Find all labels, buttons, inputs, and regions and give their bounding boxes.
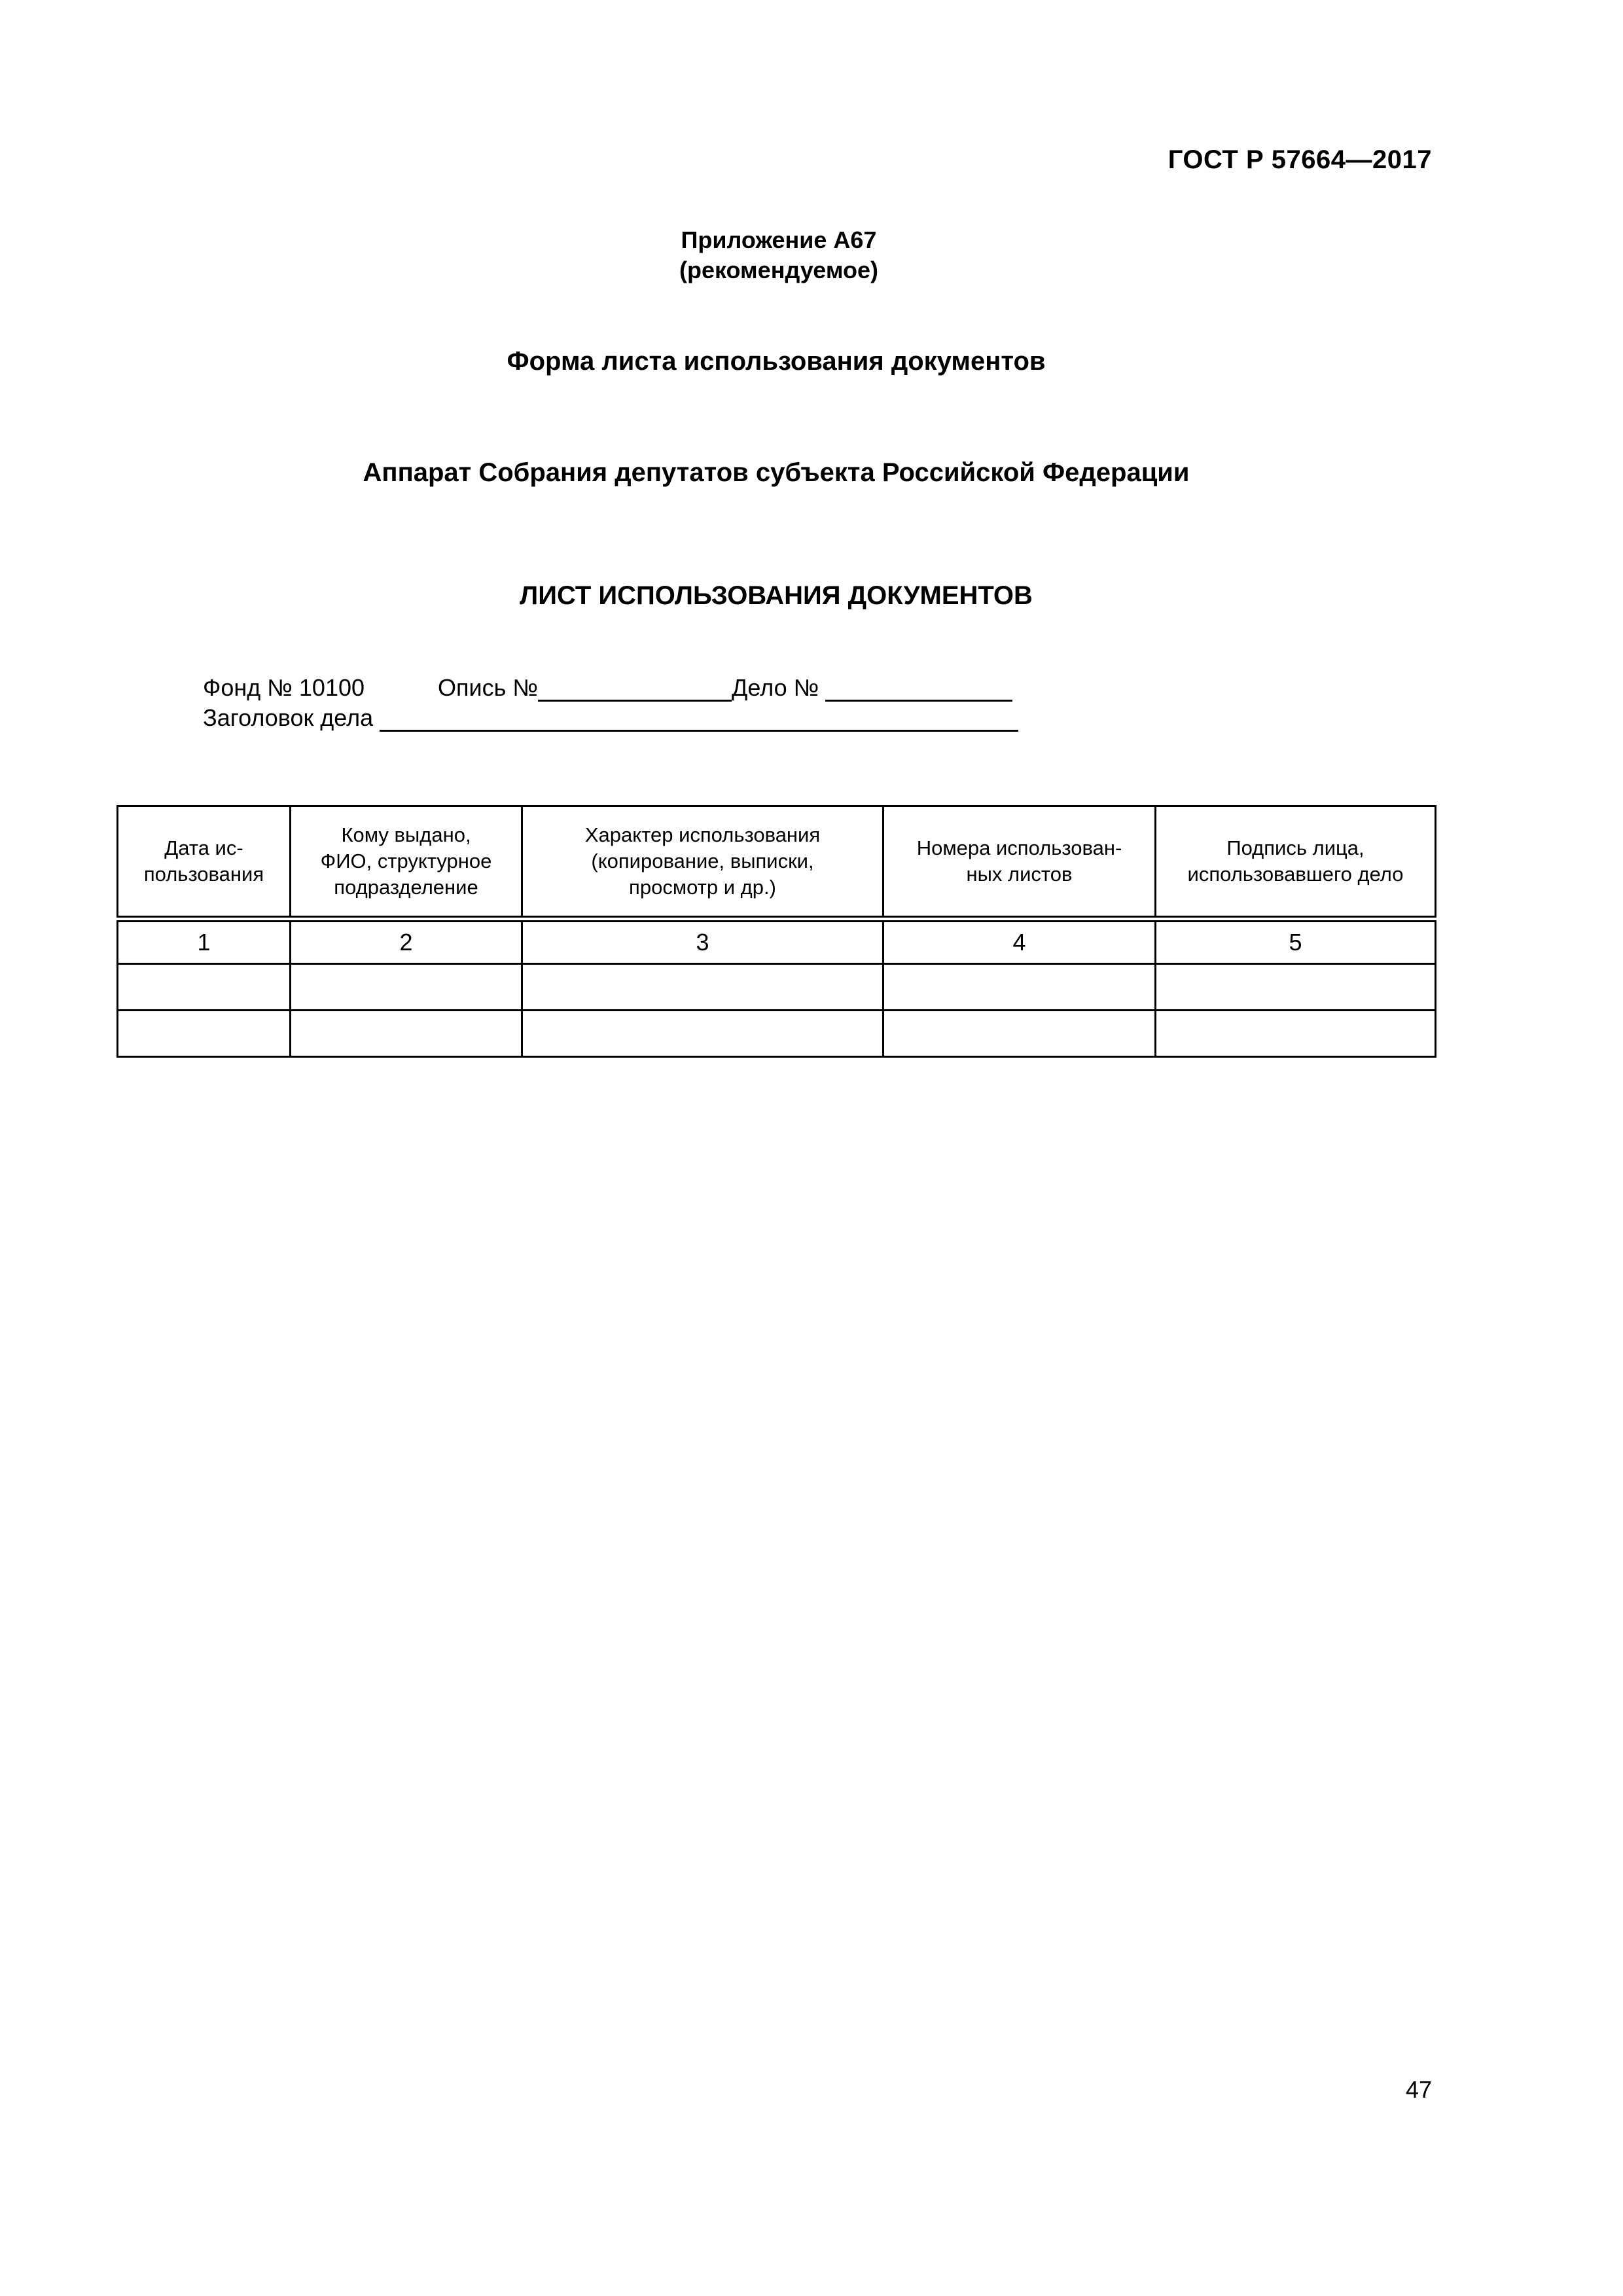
table-cell[interactable] xyxy=(883,964,1156,1011)
appendix-title: Приложение А67 xyxy=(681,226,877,253)
table-cell[interactable] xyxy=(883,1011,1156,1057)
appendix-heading xyxy=(0,225,1558,285)
column-header-date: Дата ис- пользования xyxy=(118,806,291,920)
organization-name: Аппарат Собрания депутатов субъекта Российской Федерации xyxy=(363,458,1190,487)
table-cell[interactable] xyxy=(118,964,291,1011)
table-cell[interactable] xyxy=(1156,964,1436,1011)
table-cell[interactable] xyxy=(291,964,522,1011)
column-number: 3 xyxy=(522,919,883,964)
fond-label: Фонд № 10100 xyxy=(203,674,365,701)
delo-label: Дело № xyxy=(732,674,819,701)
opis-label: Опись № xyxy=(438,674,538,701)
table-row xyxy=(118,964,1436,1011)
column-number: 1 xyxy=(118,919,291,964)
usage-table xyxy=(116,805,1436,1058)
table-header-row xyxy=(118,806,1436,920)
column-header-usage-type: Характер использования (копирование, выписки, просмотр и др.) xyxy=(522,806,883,920)
opis-field[interactable] xyxy=(538,677,732,702)
column-number: 4 xyxy=(883,919,1156,964)
heading-field[interactable] xyxy=(380,708,1018,732)
fond-opis-delo-row xyxy=(203,674,1012,702)
column-number: 5 xyxy=(1156,919,1436,964)
table-cell[interactable] xyxy=(291,1011,522,1057)
heading-label: Заголовок дела xyxy=(203,704,374,731)
table-cell[interactable] xyxy=(522,964,883,1011)
sheet-title: ЛИСТ ИСПОЛЬЗОВАНИЯ ДОКУМЕНТОВ xyxy=(520,581,1033,610)
column-header-sheet-numbers: Номера использован- ных листов xyxy=(883,806,1156,920)
column-header-signature: Подпись лица, использовавшего дело xyxy=(1156,806,1436,920)
standard-number: ГОСТ Р 57664—2017 xyxy=(1168,145,1432,174)
table-cell[interactable] xyxy=(522,1011,883,1057)
heading-row xyxy=(203,704,1018,732)
column-number-row xyxy=(118,919,1436,964)
page-number: 47 xyxy=(1405,2076,1432,2103)
table-row xyxy=(118,1011,1436,1057)
delo-field[interactable] xyxy=(825,677,1012,702)
table-cell[interactable] xyxy=(1156,1011,1436,1057)
table-cell[interactable] xyxy=(118,1011,291,1057)
column-number: 2 xyxy=(291,919,522,964)
appendix-status: (рекомендуемое) xyxy=(679,257,878,283)
form-title: Форма листа использования документов xyxy=(507,347,1046,376)
column-header-issued-to: Кому выдано, ФИО, структурное подразделение xyxy=(291,806,522,920)
